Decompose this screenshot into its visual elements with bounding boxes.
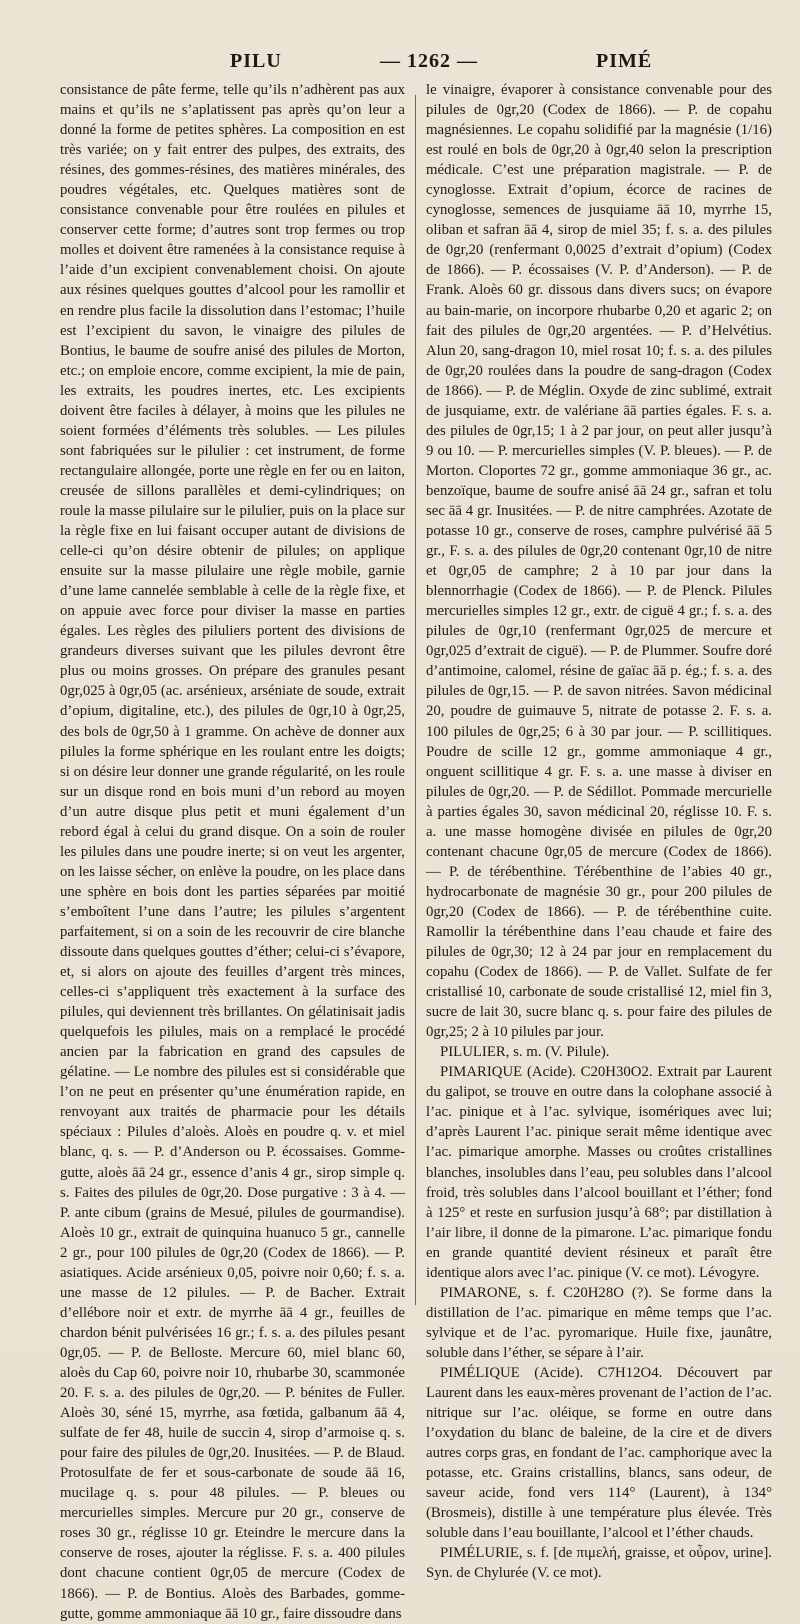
page-number: — 1262 —: [380, 50, 478, 72]
column-divider: [415, 95, 416, 1305]
header-right-word: PIMÉ: [596, 50, 653, 72]
left-column: [60, 80, 405, 1622]
left-column-text: consistance de pâte ferme, telle qu’ils n’adhèrent pas aux mains et qu’ils ne s’aplatissent pas après qu’on leur a donné la forme de petites sphères. La composition en est très variée; on y fait entrer des pulpes, des extraits, des résines, des gommes-résines, des matières minérales, des poudres végétales, etc. Quelques matières sont de consistance convenable pour être roulées en pilules et conserver cette forme; d’autres sont trop fermes ou trop molles et doivent être ramenées à la consistance requise à l’aide d’un excipient convenablement choisi. On ajoute aux résines quelques gouttes d’alcool pour les ramollir et en rendre plus facile la dissolution dans l’estomac; l’huile est l’excipient du savon, le vinaigre des pilules de Bontius, le baume de soufre anisé des pilules de Morton, etc.; on emploie encore, comme excipient, la mie de pain, les extraits, les poudres inertes, etc. Les excipients doivent être faciles à délayer, à moins que les pilules ne soient formées d’éléments très solubles. — Les pilules sont fabriquées sur le pilulier : cet instrument, de forme rectangulaire allongée, porte une règle en fer ou en laiton, creusée de sillons parallèles et demi-cylindriques; on roule la masse pilulaire sur le pilulier, puis on la place sur la règle fixe en lui faisant occuper autant de divisions de celle-ci qu’on désire obtenir de pilules; on applique ensuite sur la masse pilulaire une règle mobile, garnie d’une lame cannelée semblable à celle de la règle fixe, et on appuie avec force pour diviser la masse en parties égales. Les règles des piluliers portent des divisions de grandeurs diverses suivant que les pilules devront être plus ou moins grosses. On prépare des granules pesant 0gr,025 à 0gr,05 (ac. arsénieux, arséniate de soude, extrait d’opium, digitaline, etc.), des pilules de 0gr,10 à 0gr,25, des bols de 0gr,50 à 1 gramme. On achève de donner aux pilules la forme sphérique en les roulant entre les doigts; si on désire leur donner une grande régularité, on les roule sur un disque rond en bois muni d’un rebord au moyen d’un autre disque plus petit et muni également d’un rebord égal à celui du grand disque. On a soin de rouler les pilules dans une poudre inerte; si on veut les argenter, on les laisse sécher, on enlève la poudre, on les place dans une sphère en bois dont les parties séparées par moitié s’emboîtent l’une dans l’autre; les pilules s’argentent parfaitement, si on a soin de les recouvrir de cire blanche dissoute dans quelques gouttes d’éther; celui-ci s’évapore, et, si alors on ajoute des feuilles d’argent très minces, celles-ci s’appliquent très exactement à la surface des pilules, qui deviennent très brillantes. On gélatinisait jadis quelquefois les pilules, mais on a remplacé le procédé ancien par la fabrication en grand des capsules de gélatine. — Le nombre des pilules est si considérable que l’on ne peut en présenter qu’une énumération rapide, en renvoyant aux traités de pharmacie pour les détails spéciaux : Pilules d’aloès. Aloès en poudre q. v. et miel blanc, q. s. — P. d’Anderson ou P. écossaises. Gomme-gutte, aloès āā 24 gr., essence d’anis 4 gr., sirop simple q. s. Faites des pilules de 0gr,20. Dose purgative : 3 à 4. — P. ante cibum (grains de Mesué, pilules de gourmandise). Aloès 10 gr., extrait de quinquina huanuco 5 gr., cannelle 2 gr., pour 100 pilules de 0gr,20 (Codex de 1866). — P. asiatiques. Acide arsénieux 0,05, poivre noir 0,60; f. s. a. une masse de 12 pilules. — P. de Bacher. Extrait d’ellébore noir et extr. de myrrhe āā 4 gr., feuilles de chardon bénit pulvérisées 16 gr.; f. s. a. des pilules pesant 0gr,05. — P. de Belloste. Mercure 60, miel blanc 60, aloès du Cap 60, poivre noir 10, rhubarbe 30, scammonée 20. F. s. a. des pilules de 0gr,20. — P. bénites de Fuller. Aloès 30, séné 15, myrrhe, asa fœtida, galbanum āā 4, sulfate de fer 48, huile de succin 4, sirop d’armoise q. s. pour faire des pilules de 0gr,20. Inusitées. — P. de Blaud. Protosulfate de fer et sous-carbonate de soude āā 16, mucilage q. s. pour 48 pilules. — P. bleues ou mercurielles simples. Mercure pur 20 gr., conserve de roses 30 gr., réglisse 10 gr. Eteindre le mercure dans la conserve de roses, ajouter la réglisse. F. s. a. 400 pilules dont chacune contient 0gr,05 de mercure (Codex de 1866). — P. de Bontius. Aloès des Barbades, gomme-gutte, gomme ammoniaque āā 10 gr., faire dissoudre dans: [60, 82, 405, 1622]
header-left-word: PILU: [230, 50, 282, 72]
running-header: [0, 50, 800, 84]
entry-pimelurie: PIMÉLURIE, s. f. [de πιμελή, graisse, et οὖρον, urine]. Syn. de Chylurée (V. ce mot).: [426, 1545, 772, 1582]
entry-pilulier: PILULIER, s. m. (V. Pilule).: [440, 1044, 610, 1061]
entry-pimarone: PIMARONE, s. f. C20H28O (?). Se forme dans la distillation de l’ac. pimarique en même temps que l’ac. sylvique et de l’ac. pyromarique. Huile fixe, jaunâtre, soluble dans l’éther, se sépare à l’air.: [426, 1284, 772, 1361]
right-column: [426, 80, 772, 1582]
entry-pilule-continued: le vinaigre, évaporer à consistance convenable pour des pilules de 0gr,20 (Codex de 1866). — P. de copahu magnésiennes. Le copahu solidifié par la magnésie (1/16) est roulé en bols de 0gr,20 à 0gr,40 selon la prescription médicale. C’est une préparation magistrale. — P. de cynoglosse. Extrait d’opium, écorce de racines de cynoglosse, semences de jusquiame āā 10, myrrhe 15, oliban et safran āā 4, sirop de miel 35; f. s. a. des pilules de 0gr,20 (renfermant 0,0025 d’extrait d’opium) (Codex de 1866). — P. écossaises (V. P. d’Anderson). — P. de Frank. Aloès 60 gr. dissous dans divers sucs; on évapore au bain-marie, on incorpore rhubarbe 0,20 et agaric 2; on fait des pilules de 0gr,20 argentées. — P. d’Helvétius. Alun 20, sang-dragon 10, miel rosat 10; f. s. a. des pilules de 0gr,20 roulées dans la poudre de sang-dragon (Codex de 1866). — P. de Méglin. Oxyde de zinc sublimé, extrait de jusquiame, extr. de valériane āā parties égales. F. s. a. des pilules de 0gr,15; 1 à 2 par jour, on peut aller jusqu’à 9 ou 10. — P. mercurielles simples (V. P. bleues). — P. de Morton. Cloportes 72 gr., gomme ammoniaque 36 gr., ac. benzoïque, baume de soufre anisé āā 24 gr., safran et tolu sec āā 4 gr. Inusitées. — P. de nitre camphrées. Azotate de potasse 10 gr., conserve de roses, camphre pulvérisé āā 5 gr., F. s. a. des pilules de 0gr,20 contenant 0gr,10 de nitre et 0gr,05 de camphre; 2 à 10 par jour dans la blennorrhagie (Codex de 1866). — P. de Plenck. Pilules mercurielles simples 12 gr., extr. de ciguë 4 gr.; f. s. a. des pilules de 0gr,10 (renfermant 0gr,025 de mercure et 0gr,025 d’extrait de ciguë). — P. de Plummer. Soufre doré d’antimoine, calomel, résine de gaïac āā p. ég.; f. s. a. des pilules de 0gr,15. — P. de savon nitrées. Savon médicinal 20, poudre de guimauve 5, nitrate de potasse 2. F. s. a. 100 pilules de 0gr,25; 6 à 30 par jour. — P. scillitiques. Poudre de scille 12 gr., gomme ammoniaque 4 gr., onguent scillitique 4 gr. F. s. a. une masse à diviser en pilules de 0gr,20. — P. de Sédillot. Pommade mercurielle à parties égales 30, savon médicinal 20, réglisse 10. F. s. a. une masse homogène divisée en pilules de 0gr,20 contenant chacune 0gr,05 de mercure (Codex de 1866). — P. de térébenthine. Térébenthine de l’abies 40 gr., hydrocarbonate de magnésie 30 gr., pour 200 pilules de 0gr,20 (Codex de 1866). — P. de térébenthine cuite. Ramollir la térébenthine dans l’eau chaude et faire des pilules de 0gr,30; 12 à 24 par jour en remplacement du copahu (Codex de 1866). — P. de Vallet. Sulfate de fer cristallisé 10, carbonate de soude cristallisé 12, miel fin 3, sucre de lait 30, sucre blanc q. s. pour faire des pilules de 0gr,25; 2 à 10 pilules par jour.: [426, 82, 772, 1041]
entry-pimelique: PIMÉLIQUE (Acide). C7H12O4. Découvert par Laurent dans les eaux-mères provenant de l’action de l’ac. nitrique sur l’ac. oléique, se forme en outre dans l’oxydation du blanc de baleine, de la cire et de divers autres corps gras, en fondant de l’ac. camphorique avec la potasse, etc. Grains cristallins, blancs, sans odeur, de saveur acide, fond vers 114° (Laurent), à 134° (Brosmeis), distille à une température plus élevée. Très soluble dans l’eau bouillante, l’alcool et l’éther chauds.: [426, 1365, 772, 1542]
entry-pimarique: PIMARIQUE (Acide). C20H30O2. Extrait par Laurent du galipot, se trouve en outre dans la colophane associé à l’ac. pinique et à l’ac. sylvique, isomériques avec lui; d’après Laurent l’ac. pinique serait même identique avec l’ac. pimarique amorphe. Masses ou croûtes cristallines blanches, insolubles dans l’eau, peu solubles dans l’alcool froid, très solubles dans l’alcool bouillant et l’éther; fond à 125° et reste en surfusion jusqu’à 68°; par distillation à l’air libre, il donne de la pimarone. L’ac. pimarique fondu en grande quantité devient résineux et paraît être identique alors avec l’ac. pinique (V. ce mot). Lévogyre.: [426, 1064, 772, 1281]
